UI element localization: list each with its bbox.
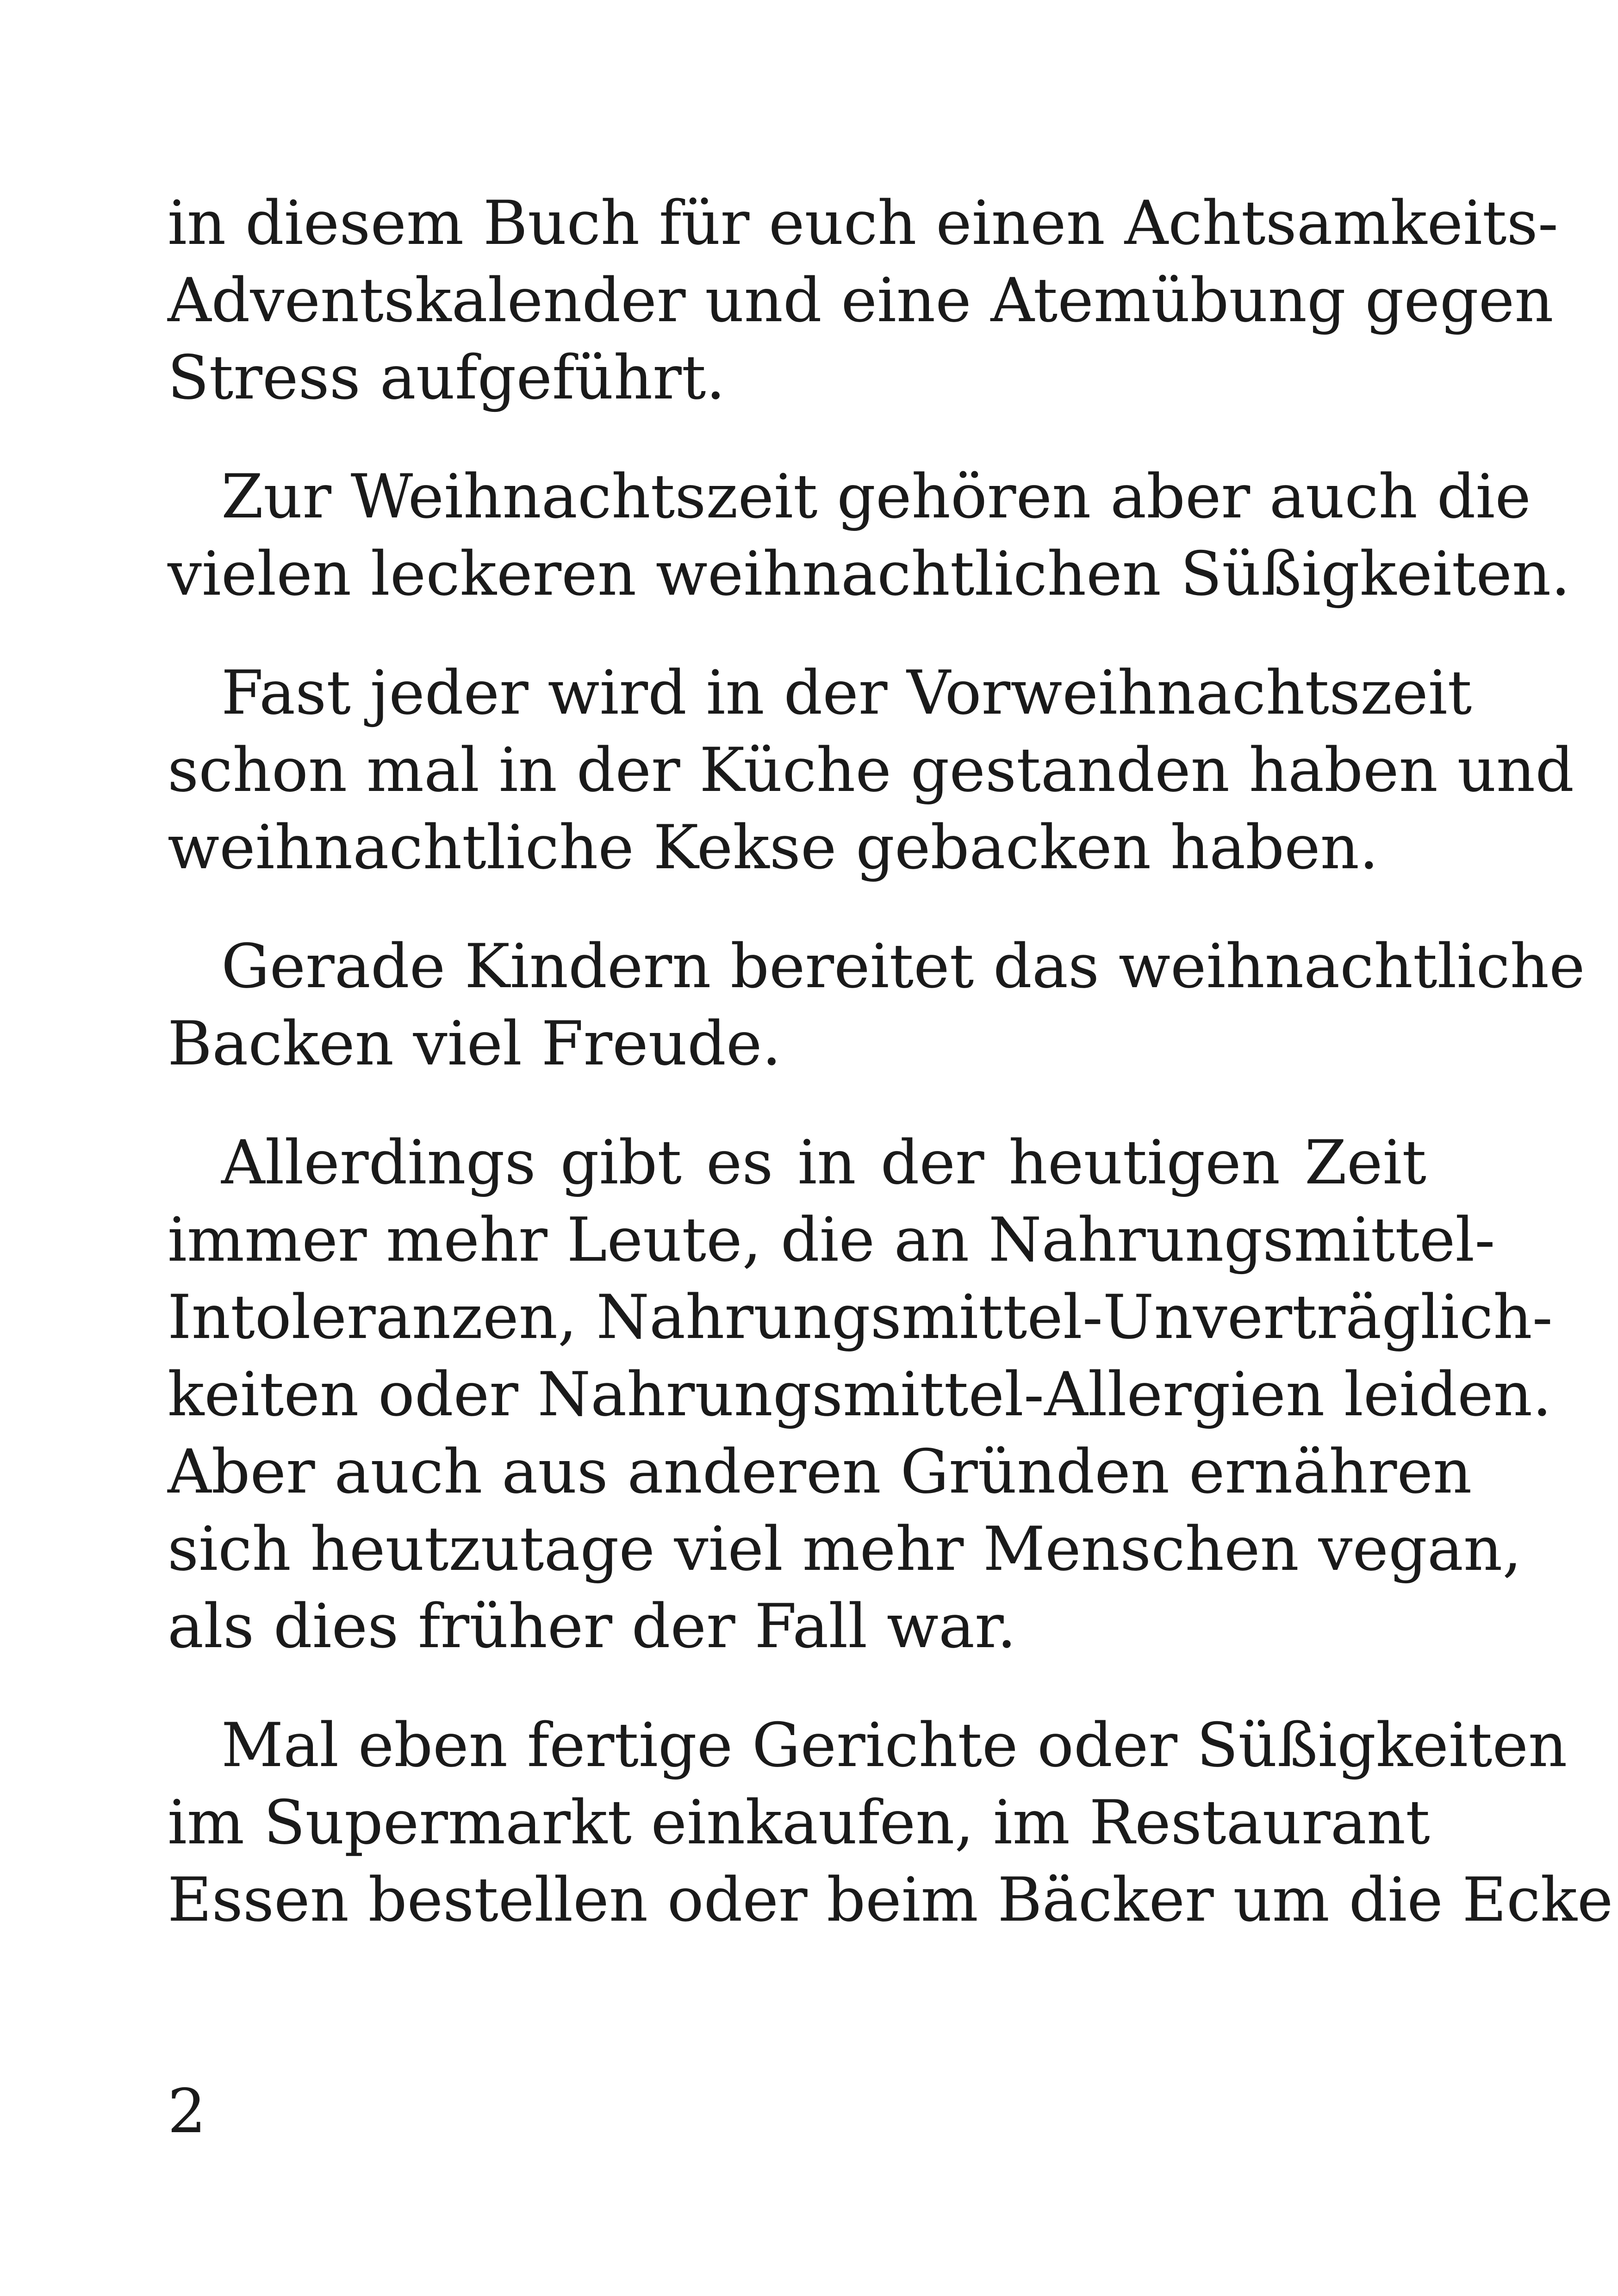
text-line: Adventskalender und eine Atemübung gegen xyxy=(168,265,1554,336)
text-line: Stress aufgeführt. xyxy=(168,342,726,413)
text-line: weihnachtliche Kekse gebacken haben. xyxy=(168,812,1379,883)
text-line: sich heutzutage viel mehr Menschen vegan, xyxy=(168,1513,1522,1584)
text-line: als dies früher der Fall war. xyxy=(168,1591,1016,1661)
text-line: keiten oder Nahrungsmittel-Allergien leiden. xyxy=(168,1359,1552,1430)
paragraph-1 xyxy=(168,184,1559,416)
page-number: 2 xyxy=(168,2076,206,2147)
paragraph-5 xyxy=(168,1124,1553,1665)
text-line: immer mehr Leute, die an Nahrungsmittel- xyxy=(168,1204,1495,1275)
text-line: im Supermarkt einkaufen, im Restaurant xyxy=(168,1787,1430,1858)
text-line: Fast jeder wird in der Vorweihnachtszeit xyxy=(221,657,1472,728)
text-line: Backen viel Freude. xyxy=(168,1008,782,1079)
text-line: schon mal in der Küche gestanden haben und xyxy=(168,734,1574,805)
text-line: Mal eben fertige Gerichte oder Süßigkeiten xyxy=(221,1710,1568,1780)
text-line: Aber auch aus anderen Gründen ernähren xyxy=(168,1436,1472,1507)
text-line: in diesem Buch für euch einen Achtsamkeits- xyxy=(168,187,1559,258)
text-line: vielen leckeren weihnachtlichen Süßigkeiten. xyxy=(168,538,1570,609)
text-line: Zur Weihnachtszeit gehören aber auch die xyxy=(221,461,1531,532)
body-text xyxy=(168,184,1613,1980)
text-line: Gerade Kindern bereitet das weihnachtliche xyxy=(221,931,1585,1002)
paragraph-3 xyxy=(168,654,1574,886)
paragraph-2 xyxy=(168,458,1570,612)
text-line: Allerdings gibt es in der heutigen Zeit xyxy=(221,1127,1426,1198)
text-line: Intoleranzen, Nahrungsmittel-Unverträglich- xyxy=(168,1282,1553,1352)
text-line: Essen bestellen oder beim Bäcker um die Ecke xyxy=(168,1864,1613,1935)
paragraph-4 xyxy=(168,927,1585,1082)
paragraph-6 xyxy=(168,1706,1613,1938)
